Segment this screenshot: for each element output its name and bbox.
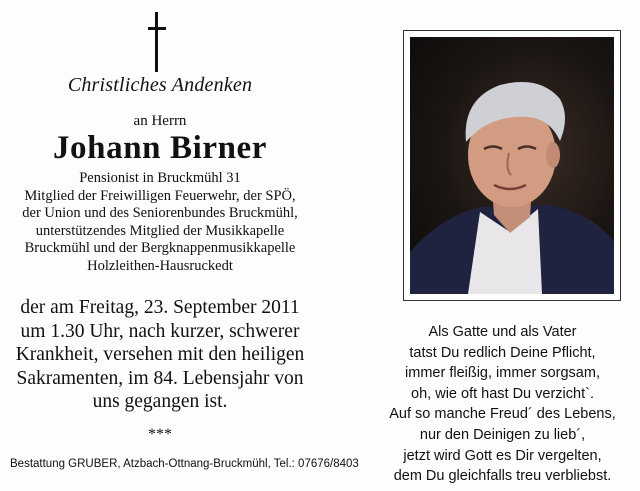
death-notice-line: Krankheit, versehen mit den heiligen [15,344,305,365]
poem-line: jetzt wird Gott es Dir vergelten, [403,447,602,464]
death-notice-line: um 1.30 Uhr, nach kurzer, schwerer [20,320,300,342]
biography-line: unterstützendes Mitglied der Musikkapelle [35,222,285,239]
portrait-photo [410,37,614,294]
biography-line: Mitglied der Freiwilligen Feuerwehr, der SPÖ, [24,187,296,204]
portrait-illustration [410,37,614,294]
poem-line: oh, wie oft hast Du verzicht`. [411,385,594,402]
funeral-home-footer: Bestattung GRUBER, Atzbach-Ottnang-Bruckmühl, Tel.: 07676/8403 [10,458,359,470]
death-notice-line: uns gegangen ist. [92,391,228,412]
intro-text: an Herrn [133,113,187,129]
biography-line: Holzleithen-Hausruckedt [87,257,233,274]
death-notice-line: der am Freitag, 23. September 2011 [20,297,300,318]
poem-line: Als Gatte und als Vater [428,324,577,340]
poem-line: dem Du gleichfalls treu verbliebst. [393,468,612,485]
cross-icon [148,12,166,72]
death-notice [0,296,320,414]
biography-line: Bruckmühl und der Bergknappenmusikkapelle [24,240,296,256]
card-heading: Christliches Andenken [67,74,253,96]
biography-line: der Union und des Seniorenbundes Bruckmühl, [22,205,298,221]
poem-line: tatst Du redlich Deine Pflicht, [409,344,596,361]
biography [0,170,320,275]
poem-line: nur den Deinigen zu lieb´, [419,426,586,443]
separator: *** [148,426,172,443]
memorial-poem [370,322,635,487]
deceased-name: Johann Birner [52,130,268,166]
poem-line: immer fleißig, immer sorgsam, [405,365,600,382]
biography-line: Pensionist in Bruckmühl 31 [79,170,241,186]
death-notice-line: Sakramenten, im 84. Lebensjahr von [16,367,304,389]
poem-line: Auf so manche Freud´ des Lebens, [389,406,616,423]
portrait-frame [403,30,621,301]
